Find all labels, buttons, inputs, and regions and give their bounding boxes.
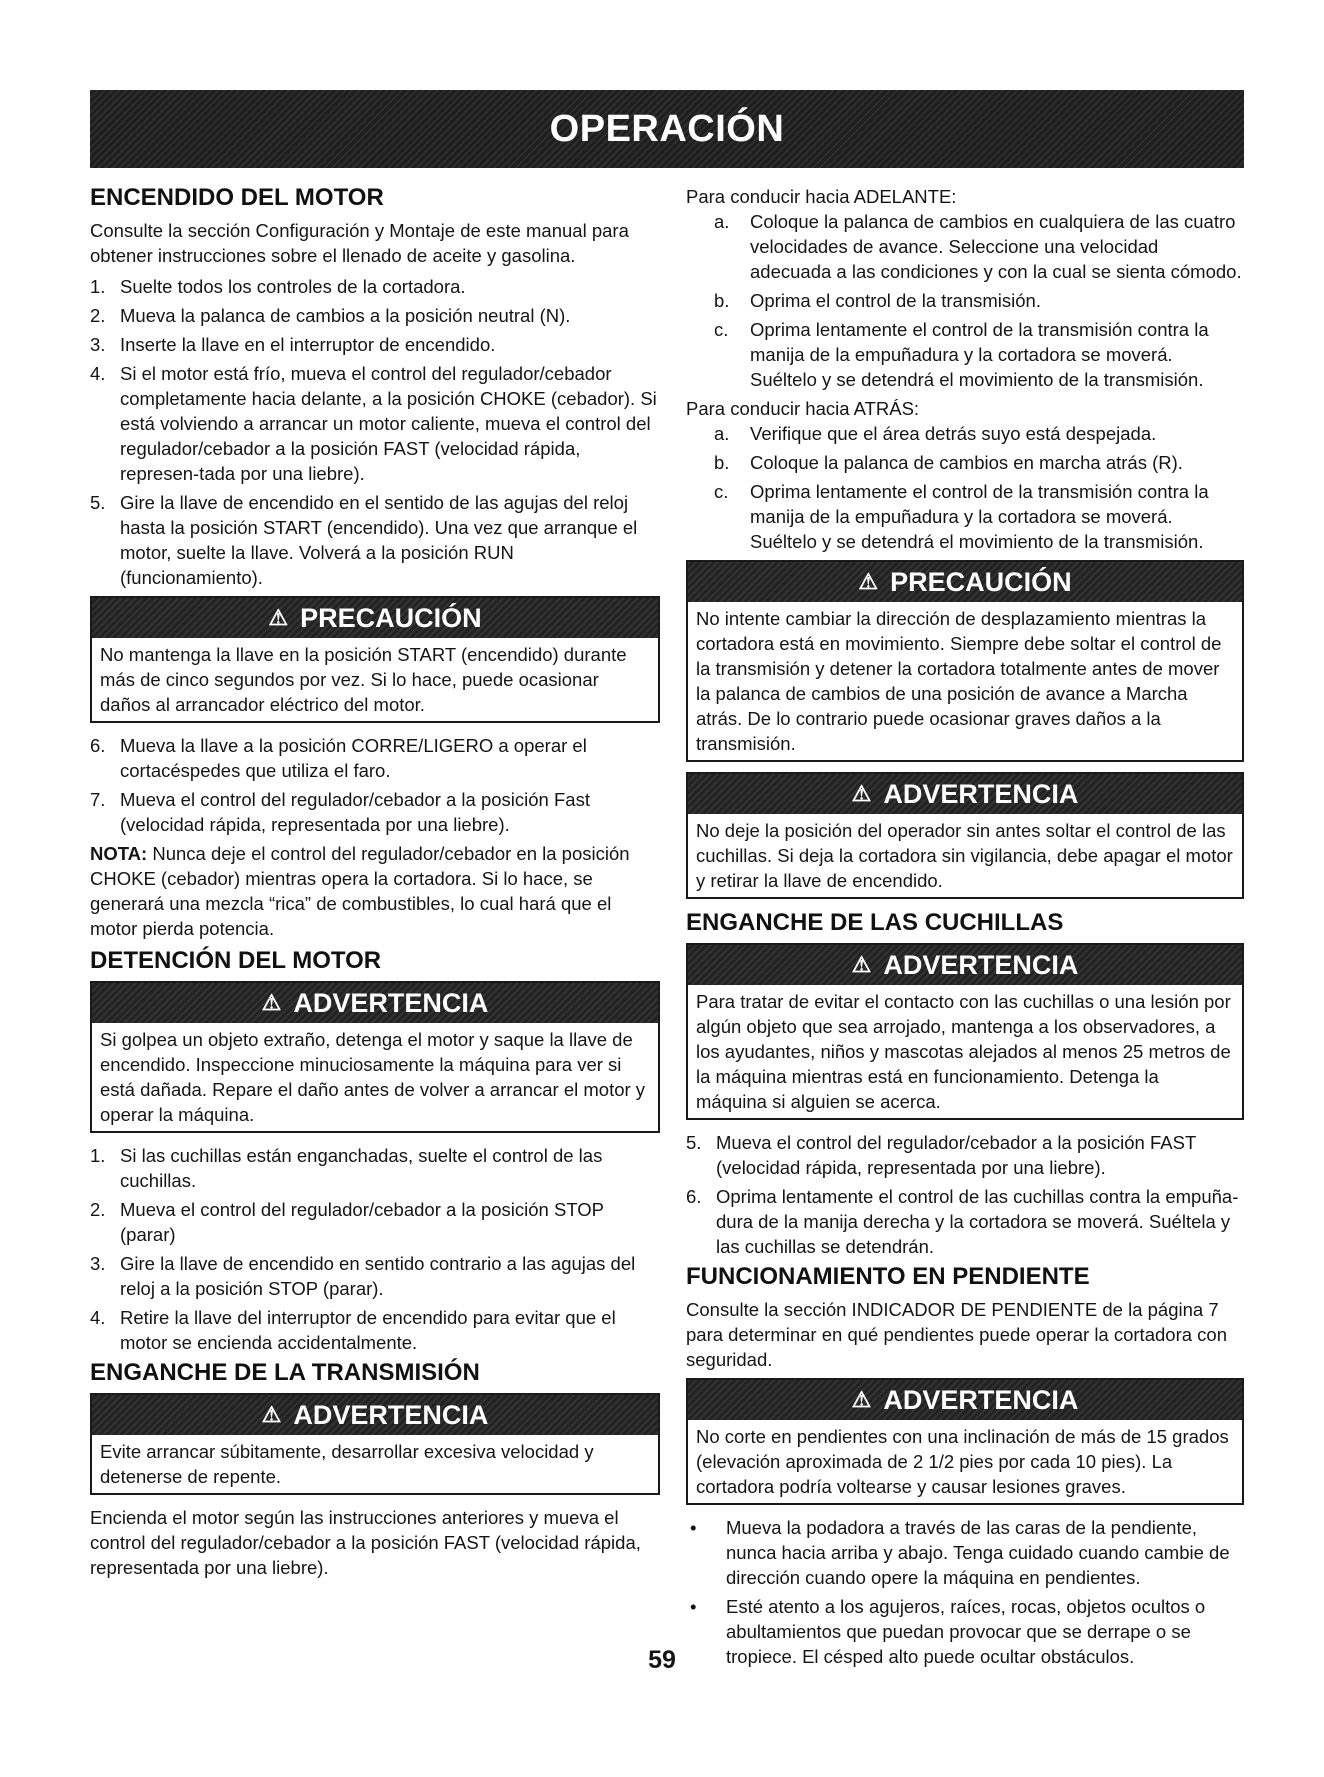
- warning-box: [686, 772, 1244, 899]
- list-item: 4. Si el motor está frío, mueva el control del regulador/cebador completamente hacia delante, a la posición CHOKE (cebador). Si está volviendo a arrancar un motor caliente, mueva el control del regulador/cebador a la posición FAST (velocidad rápida, represen-tada por una liebre).: [90, 363, 657, 484]
- steps-encendido-cont: [90, 733, 660, 837]
- heading-detencion: DETENCIÓN DEL MOTOR: [90, 947, 382, 974]
- list-item: 6. Mueva la llave a la posición CORRE/LIGERO a operar el cortacéspedes que utiliza el faro.: [90, 735, 587, 781]
- list-item: 4. Retire la llave del interruptor de encendido para evitar que el motor se encienda accidentalmente.: [90, 1307, 616, 1353]
- warning-title: ADVERTENCIA: [293, 987, 489, 1018]
- warning-box: [686, 943, 1244, 1120]
- warning-text: Para tratar de evitar el contacto con las cuchillas o una lesión por algún objeto que sea arrojado, mantenga a los observadores, a los ayudantes, niños y mascotas alejados al menos 25 metros de la máquina mientras está en funcionamiento. Detenga la máquina si alguien se acerca.: [696, 991, 1231, 1112]
- warning-header: [688, 945, 1242, 985]
- caution-box: [90, 596, 660, 723]
- list-item: 5. Mueva el control del regulador/cebador a la posición FAST (velocidad rápida, representada por una liebre).: [686, 1132, 1196, 1178]
- note-label: NOTA:: [90, 843, 148, 864]
- heading-transmision: ENGANCHE DE LA TRANSMISIÓN: [90, 1359, 480, 1386]
- list-item: • Esté atento a los agujeros, raíces, rocas, objetos ocultos o abultamientos que puedan provocar que se derrape o se tropiece. El césped alto puede ocultar obstáculos.: [690, 1596, 1206, 1667]
- left-column: [90, 184, 660, 1586]
- list-item: a. Coloque la palanca de cambios en cualquiera de las cuatro velocidades de avance. Seleccione una velocidad adecuada a las condiciones y con la cual se sienta cómodo.: [714, 211, 1242, 282]
- list-item: 5. Gire la llave de encendido en el sentido de las agujas del reloj hasta la posición START (encendido). Una vez que arranque el motor, suelte la llave. Volverá a la posición RUN (funcionamiento).: [90, 492, 638, 588]
- heading-cuchillas: ENGANCHE DE LAS CUCHILLAS: [686, 909, 1064, 936]
- banner-title: OPERACIÓN: [549, 107, 785, 150]
- caution-header: [92, 598, 658, 638]
- warning-triangle-icon: ⚠: [858, 569, 879, 594]
- warning-text: No deje la posición del operador sin antes soltar el control de las cuchillas. Si deja la cortadora sin vigilancia, debe apagar el motor y retirar la llave de encendido.: [696, 820, 1233, 891]
- caution-header: [688, 562, 1242, 602]
- list-item: 2. Mueva la palanca de cambios a la posición neutral (N).: [90, 305, 571, 326]
- caution-box: [686, 560, 1244, 762]
- caution-title: PRECAUCIÓN: [300, 602, 482, 633]
- steps-cuchillas: [686, 1130, 1244, 1259]
- list-item: 3. Inserte la llave en el interruptor de encendido.: [90, 334, 496, 355]
- warning-header: [92, 1395, 658, 1435]
- warning-title: ADVERTENCIA: [883, 1384, 1079, 1415]
- para-transmision: Encienda el motor según las instrucciones anteriores y mueva el control del regulador/cebador a la posición FAST (velocidad rápida, representada por una liebre).: [90, 1507, 641, 1578]
- list-item: 2. Mueva el control del regulador/cebador a la posición STOP (parar): [90, 1199, 604, 1245]
- page-number: 59: [648, 1646, 676, 1674]
- warning-triangle-icon: ⚠: [851, 1387, 872, 1412]
- warning-title: ADVERTENCIA: [293, 1399, 489, 1430]
- intro-pendiente: Consulte la sección INDICADOR DE PENDIENTE de la página 7 para determinar en qué pendientes puede operar la cortadora con seguridad.: [686, 1299, 1227, 1370]
- caution-title: PRECAUCIÓN: [890, 566, 1072, 597]
- warning-triangle-icon: ⚠: [261, 990, 282, 1015]
- list-item: a. Verifique que el área detrás suyo está despejada.: [714, 423, 1157, 444]
- note-text: Nunca deje el control del regulador/cebador en la posición CHOKE (cebador) mientras opera la cortadora. Si lo hace, se generará una mezcla “rica” de combustibles, lo cual hará que el motor pierda potencia.: [90, 843, 630, 939]
- list-item: 3. Gire la llave de encendido en sentido contrario a las agujas del reloj a la posición STOP (parar).: [90, 1253, 636, 1299]
- right-column: [686, 184, 1244, 1673]
- warning-header: [92, 983, 658, 1023]
- list-item: c. Oprima lentamente el control de la transmisión contra la manija de la empuñadura y la cortadora se moverá. Suéltelo y se detendrá el movimiento de la transmisión.: [714, 481, 1209, 552]
- intro-encendido: Consulte la sección Configuración y Montaje de este manual para obtener instrucciones sobre el llenado de aceite y gasolina.: [90, 220, 629, 266]
- heading-pendiente: FUNCIONAMIENTO EN PENDIENTE: [686, 1263, 1090, 1290]
- steps-encendido: [90, 274, 660, 590]
- note: [90, 841, 660, 941]
- steps-reverse: [686, 421, 1244, 554]
- list-item: 7. Mueva el control del regulador/cebador a la posición Fast (velocidad rápida, representada por una liebre).: [90, 789, 590, 835]
- steps-forward: [686, 209, 1244, 392]
- list-item: 1. Suelte todos los controles de la cortadora.: [90, 276, 466, 297]
- warning-header: [688, 1380, 1242, 1420]
- section-banner: [90, 90, 1244, 168]
- warning-header: [688, 774, 1242, 814]
- caution-text: No mantenga la llave en la posición START (encendido) durante más de cinco segundos por vez. Si lo hace, puede ocasionar daños al arrancador eléctrico del motor.: [100, 644, 627, 715]
- list-item: • Mueva la podadora a través de las caras de la pendiente, nunca hacia arriba y abajo. Tenga cuidado cuando cambie de dirección cuando opere la máquina en pendientes.: [690, 1517, 1230, 1588]
- steps-detencion: [90, 1143, 660, 1355]
- warning-text: Si golpea un objeto extraño, detenga el motor y saque la llave de encendido. Inspeccione minuciosamente la máquina para ver si está dañada. Repare el daño antes de volver a arrancar el motor y operar la máquina.: [100, 1029, 646, 1125]
- list-item: b. Coloque la palanca de cambios en marcha atrás (R).: [714, 452, 1183, 473]
- warning-text: Evite arrancar súbitamente, desarrollar excesiva velocidad y detenerse de repente.: [100, 1441, 594, 1487]
- warning-triangle-icon: ⚠: [851, 952, 872, 977]
- list-item: 6. Oprima lentamente el control de las cuchillas contra la empuña-dura de la manija derecha y la cortadora se moverá. Suéltela y las cuchillas se detendrán.: [686, 1186, 1239, 1257]
- warning-box: [90, 1393, 660, 1495]
- caution-text: No intente cambiar la dirección de desplazamiento mientras la cortadora está en movimiento. Siempre debe soltar el control de la transmisión y detener la cortadora totalmente antes de mover la palanca de cambios de una posición de avance a Marcha atrás. De lo contrario puede ocasionar graves daños a la transmisión.: [696, 608, 1222, 754]
- warning-triangle-icon: ⚠: [268, 605, 289, 630]
- warning-triangle-icon: ⚠: [851, 781, 872, 806]
- warning-box: [90, 981, 660, 1133]
- forward-label: Para conducir hacia ADELANTE:: [686, 186, 957, 207]
- list-item: c. Oprima lentamente el control de la transmisión contra la manija de la empuñadura y la cortadora se moverá. Suéltelo y se detendrá el movimiento de la transmisión.: [714, 319, 1209, 390]
- heading-encendido: ENCENDIDO DEL MOTOR: [90, 184, 384, 211]
- warning-title: ADVERTENCIA: [883, 778, 1079, 809]
- warning-text: No corte en pendientes con una inclinación de más de 15 grados (elevación aproximada de 2 1/2 pies por cada 10 pies). La cortadora podría voltearse y causar lesiones graves.: [696, 1426, 1229, 1497]
- warning-triangle-icon: ⚠: [261, 1402, 282, 1427]
- list-item: 1. Si las cuchillas están enganchadas, suelte el control de las cuchillas.: [90, 1145, 603, 1191]
- warning-title: ADVERTENCIA: [883, 949, 1079, 980]
- list-item: b. Oprima el control de la transmisión.: [714, 290, 1041, 311]
- warning-box: [686, 1378, 1244, 1505]
- reverse-label: Para conducir hacia ATRÁS:: [686, 398, 920, 419]
